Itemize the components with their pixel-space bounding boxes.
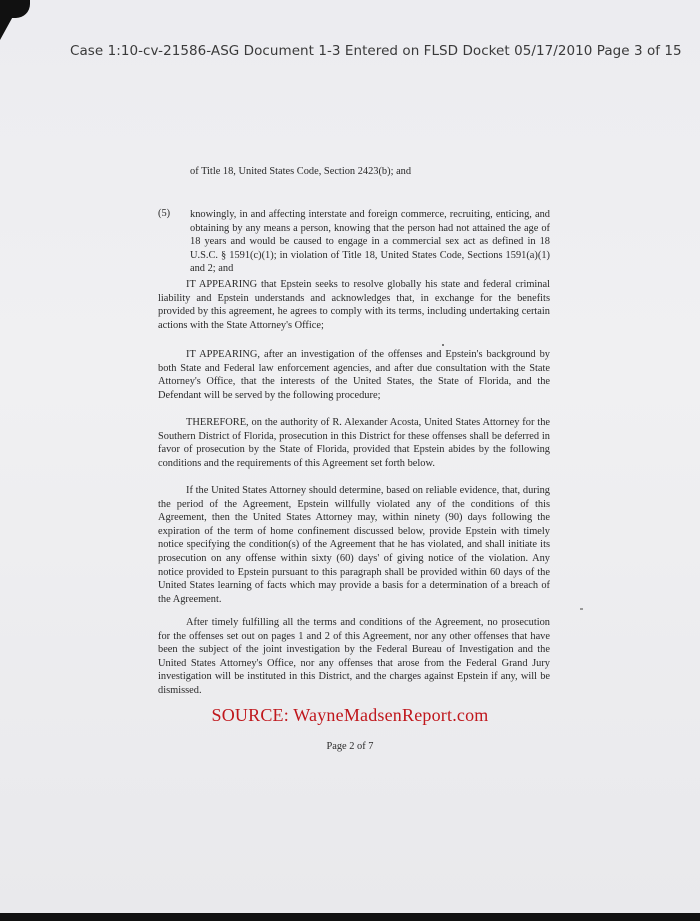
page-number: Page 2 of 7 (326, 741, 374, 752)
item-number: (5) (158, 208, 171, 219)
scan-speck (442, 344, 444, 346)
paragraph-violation: If the United States Attorney should determine, based on reliable evidence, that, during the period of the Agreement, Epstein willfully violated any of the conditions of this Agreement, then the United States Attorney may, within ninety (90) days following the expiration of the term of home confinement discussed below, provide Epstein with timely notice specifying the condition(s) of the Agreement that he has violated, and shall initiate its prosecution on any offense within sixty (60) days' of giving notice of the violation. Any notice provided to Epstein pursuant to this paragraph shall be provided within 60 days of the United States learning of facts which may provide a basis for a determination of a breach of the Agreement. (158, 485, 550, 605)
scan-speck (580, 608, 583, 610)
paragraph-therefore: THEREFORE, on the authority of R. Alexander Acosta, United States Attorney for the Southern District of Florida, prosecution in this District for these offenses shall be deferred in favor of prosecution by the State of Florida, provided that Epstein abides by the following conditions and the requirements of this Agreement set forth below. (158, 417, 550, 469)
scan-corner-shadow (0, 0, 22, 40)
paragraph-it-appearing-2: IT APPEARING, after an investigation of the offenses and Epstein's background by both State and Federal law enforcement agencies, and after due consultation with the State Attorney's Office, that the interests of the United States, the State of Florida, and the Defendant will be served by the following procedure; (158, 349, 550, 401)
docket-header: Case 1:10-cv-21586-ASG Document 1-3 Entered on FLSD Docket 05/17/2010 Page 3 of 15 (70, 43, 682, 59)
paragraph-it-appearing-1: IT APPEARING that Epstein seeks to resolve globally his state and federal criminal liability and Epstein understands and acknowledges that, in exchange for the benefits provided by this agreement, he agrees to comply with its terms, including undertaking certain actions with the State Attorney's Office; (158, 279, 550, 331)
source-watermark: SOURCE: WayneMadsenReport.com (211, 705, 489, 725)
continuation-line: of Title 18, United States Code, Section 2423(b); and (190, 166, 412, 177)
paragraph-fulfillment: After timely fulfilling all the terms and conditions of the Agreement, no prosecution for the offenses set out on pages 1 and 2 of this Agreement, nor any other offenses that have been the subject of the joint investigation by the Federal Bureau of Investigation and the United States Attorney's Office, nor any offenses that arose from the Federal Grand Jury investigation will be instituted in this District, and the charges against Epstein if any, will be dismissed. (158, 617, 550, 696)
scan-bottom-edge (0, 913, 700, 921)
item-5-text: knowingly, in and affecting interstate and foreign commerce, recruiting, enticing, and obtaining by any means a person, knowing that the person had not attained the age of 18 years and would be caused to engage in a commercial sex act as defined in 18 U.S.C. § 1591(c)(1); in violation of Title 18, United States Code, Sections 1591(a)(1) and 2; and (190, 209, 550, 275)
